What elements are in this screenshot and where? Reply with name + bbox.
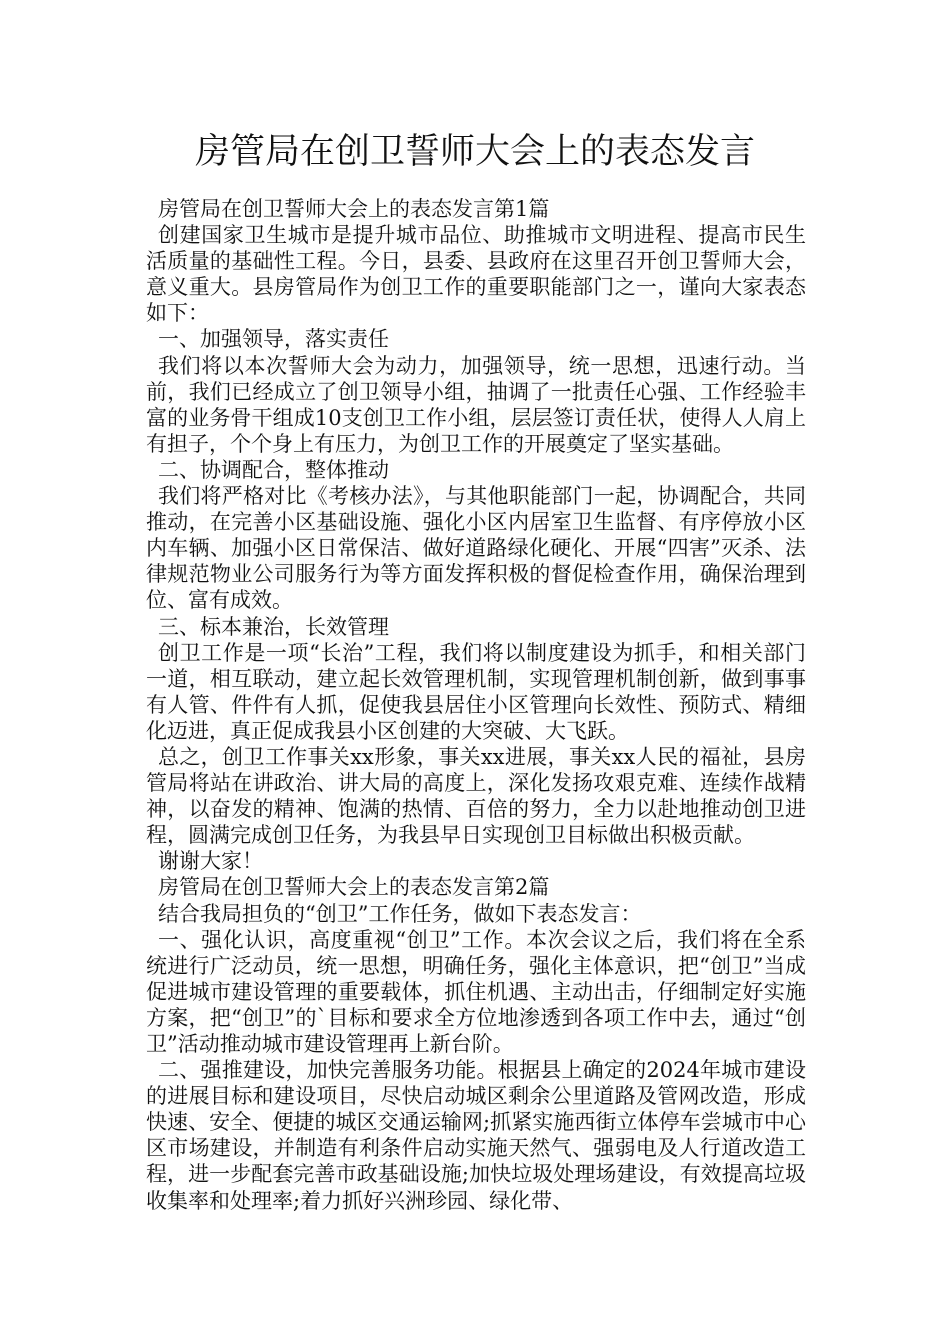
body-paragraph: 我们将严格对比《考核办法》，与其他职能部门一起，协调配合，共同推动，在完善小区基础设施、强化小区内居室卫生监督、有序停放小区内车辆、加强小区日常保洁、做好道路绿化硬化、开展“四害”灭杀、法律规范物业公司服务行为等方面发挥积极的督促检查作用，确保治理到位、富有成效。 (146, 484, 806, 613)
subsection-heading: 三、标本兼治，长效管理 (158, 614, 389, 639)
subsection-heading: 二、协调配合，整体推动 (158, 457, 389, 482)
document-title: 房管局在创卫誓师大会上的表态发言 (194, 132, 755, 172)
body-paragraph: 二、强推建设，加快完善服务功能。根据县上确定的2024年城市建设的进展目标和建设项目，尽快启动城区剩余公里道路及管网改造，形成快速、安全、便捷的城区交通运输网;抓紧实施西街立体停车尝城市中心区市场建设，并制造有利条件启动实施天然气、强弱电及人行道改造工程，进一步配套完善市政基础设施;加快垃圾处理场建设，有效提高垃圾收集率和处理率;着力抓好兴洲珍园、绿化带、 (146, 1058, 806, 1213)
body-paragraph: 创卫工作是一项“长治”工程，我们将以制度建设为抓手，和相关部门一道，相互联动，建立起长效管理机制，实现管理机制创新，做到事事有人管、件件有人抓，促使我县居住小区管理向长效性、预防式、精细化迈进，真正促成我县小区创建的大突破、大飞跃。 (146, 640, 806, 743)
body-paragraph: 结合我局担负的“创卫”工作任务，做如下表态发言： (158, 901, 642, 926)
body-paragraph: 我们将以本次誓师大会为动力，加强领导，统一思想，迅速行动。当前，我们已经成立了创卫领导小组，抽调了一批责任心强、工作经验丰富的业务骨干组成10支创卫工作小组，层层签订责任状，使得人人肩上有担子，个个身上有压力，为创卫工作的开展奠定了坚实基础。 (146, 353, 806, 456)
closing-line: 谢谢大家！ (158, 849, 263, 874)
body-paragraph: 总之，创卫工作事关xx形象，事关xx进展，事关xx人民的福祉，县房管局将站在讲政治、讲大局的高度上，深化发扬攻艰克难、连续作战精神，以奋发的精神、饱满的热情、百倍的努力，全力以赴地推动创卫进程，圆满完成创卫任务，为我县早日实现创卫目标做出积极贡献。 (146, 744, 806, 848)
subsection-heading: 一、加强领导，落实责任 (158, 327, 389, 352)
body-paragraph: 创建国家卫生城市是提升城市品位、助推城市文明进程、提高市民生活质量的基础性工程。今日，县委、县政府在这里召开创卫誓师大会，意义重大。县房管局作为创卫工作的重要职能部门之一，谨向大家表态如下： (146, 223, 806, 326)
section-heading: 房管局在创卫誓师大会上的表态发言第1篇 (158, 197, 550, 221)
document-body (146, 196, 806, 1214)
body-paragraph: 一、强化认识，高度重视“创卫”工作。本次会议之后，我们将在全系统进行广泛动员，统一思想，明确任务，强化主体意识，把“创卫”当成促进城市建设管理的重要载体，抓住机遇、主动出击，仔细制定好实施方案，把“创卫”的`目标和要求全方位地渗透到各项工作中去，通过“创卫”活动推动城市建设管理再上新台阶。 (146, 927, 806, 1056)
section-heading: 房管局在创卫誓师大会上的表态发言第2篇 (158, 875, 550, 900)
